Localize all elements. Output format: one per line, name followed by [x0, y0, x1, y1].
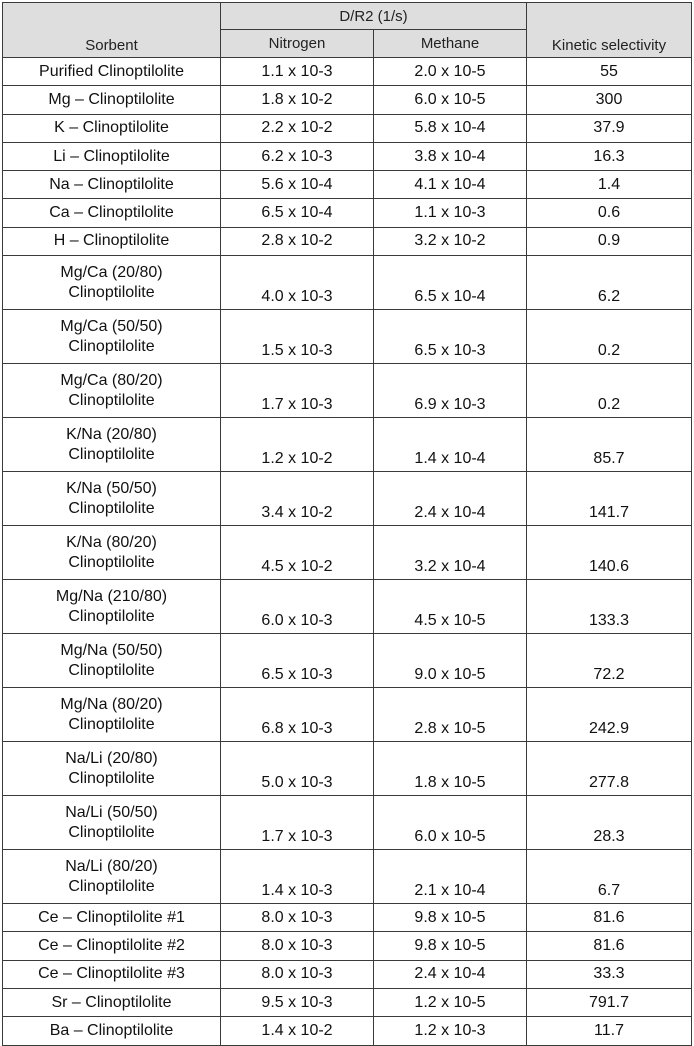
- sorbent-name-line: Clinoptilolite: [68, 715, 155, 733]
- nitrogen-cell: 6.5 x 10-4: [221, 199, 374, 227]
- sorbent-cell: [3, 932, 221, 960]
- sorbent-name-line: Purified Clinoptilolite: [39, 62, 184, 80]
- sorbent-name-line: Clinoptilolite: [68, 283, 155, 301]
- sorbent-name-line: Na/Li (50/50): [65, 803, 158, 821]
- table-row: [3, 142, 692, 170]
- sorbent-name-line: Ca – Clinoptilolite: [49, 204, 174, 222]
- methane-cell: 1.2 x 10-5: [374, 988, 527, 1016]
- sorbent-cell: [3, 86, 221, 114]
- table-row: [3, 850, 692, 904]
- methane-cell: 3.2 x 10-4: [374, 526, 527, 580]
- kinetic-selectivity-cell: 81.6: [527, 932, 692, 960]
- methane-cell: 2.8 x 10-5: [374, 688, 527, 742]
- sorbent-cell: [3, 988, 221, 1016]
- header-methane: Methane: [374, 30, 527, 58]
- methane-cell: 4.5 x 10-5: [374, 580, 527, 634]
- table-row: [3, 199, 692, 227]
- sorbent-name-line: Clinoptilolite: [68, 769, 155, 787]
- header-kinetic-selectivity: Kinetic selectivity: [527, 3, 692, 58]
- sorbent-cell: [3, 171, 221, 199]
- sorbent-name-line: Na/Li (80/20): [65, 857, 158, 875]
- kinetic-selectivity-cell: 0.6: [527, 199, 692, 227]
- nitrogen-cell: 3.4 x 10-2: [221, 472, 374, 526]
- kinetic-selectivity-cell: 28.3: [527, 796, 692, 850]
- sorbent-name-line: Clinoptilolite: [68, 391, 155, 409]
- nitrogen-cell: 4.0 x 10-3: [221, 256, 374, 310]
- nitrogen-cell: 2.8 x 10-2: [221, 227, 374, 255]
- table-row: [3, 58, 692, 86]
- table-row: [3, 688, 692, 742]
- sorbent-name-line: Clinoptilolite: [68, 499, 155, 517]
- sorbent-name-line: Clinoptilolite: [68, 553, 155, 571]
- nitrogen-cell: 1.4 x 10-3: [221, 850, 374, 904]
- header-sorbent: Sorbent: [3, 3, 221, 58]
- kinetic-selectivity-cell: 85.7: [527, 418, 692, 472]
- sorbent-name-line: Clinoptilolite: [68, 823, 155, 841]
- table-row: [3, 364, 692, 418]
- methane-cell: 9.0 x 10-5: [374, 634, 527, 688]
- nitrogen-cell: 6.8 x 10-3: [221, 688, 374, 742]
- table-row: [3, 256, 692, 310]
- nitrogen-cell: 1.1 x 10-3: [221, 58, 374, 86]
- methane-cell: 6.0 x 10-5: [374, 86, 527, 114]
- table-row: [3, 227, 692, 255]
- sorbent-name-line: Mg/Ca (80/20): [60, 371, 163, 389]
- methane-cell: 3.8 x 10-4: [374, 142, 527, 170]
- table-row: [3, 310, 692, 364]
- methane-cell: 1.4 x 10-4: [374, 418, 527, 472]
- sorbent-cell: [3, 472, 221, 526]
- sorbent-name-line: Clinoptilolite: [68, 877, 155, 895]
- sorbent-cell: [3, 1017, 221, 1045]
- table-row: [3, 634, 692, 688]
- methane-cell: 6.5 x 10-3: [374, 310, 527, 364]
- table-row: [3, 580, 692, 634]
- kinetic-selectivity-cell: 81.6: [527, 904, 692, 932]
- sorbent-name-line: Mg/Ca (50/50): [60, 317, 163, 335]
- kinetic-selectivity-cell: 1.4: [527, 171, 692, 199]
- sorbent-name-line: Ce – Clinoptilolite #1: [38, 908, 185, 926]
- sorbent-name-line: K/Na (80/20): [66, 533, 157, 551]
- sorbent-cell: [3, 850, 221, 904]
- kinetic-selectivity-cell: 72.2: [527, 634, 692, 688]
- sorbent-name-line: Clinoptilolite: [68, 337, 155, 355]
- table-row: [3, 960, 692, 988]
- kinetic-selectivity-cell: 37.9: [527, 114, 692, 142]
- methane-cell: 6.0 x 10-5: [374, 796, 527, 850]
- table-row: [3, 472, 692, 526]
- sorbent-cell: [3, 142, 221, 170]
- nitrogen-cell: 5.0 x 10-3: [221, 742, 374, 796]
- table-row: [3, 114, 692, 142]
- nitrogen-cell: 6.2 x 10-3: [221, 142, 374, 170]
- sorbent-cell: [3, 688, 221, 742]
- methane-cell: 2.1 x 10-4: [374, 850, 527, 904]
- sorbent-table: [2, 2, 692, 1046]
- table-row: [3, 86, 692, 114]
- nitrogen-cell: 5.6 x 10-4: [221, 171, 374, 199]
- methane-cell: 4.1 x 10-4: [374, 171, 527, 199]
- sorbent-name-line: Clinoptilolite: [68, 661, 155, 679]
- methane-cell: 2.4 x 10-4: [374, 472, 527, 526]
- sorbent-name-line: Mg/Na (210/80): [55, 587, 168, 605]
- nitrogen-cell: 8.0 x 10-3: [221, 904, 374, 932]
- table-row: [3, 526, 692, 580]
- nitrogen-cell: 1.8 x 10-2: [221, 86, 374, 114]
- sorbent-name-line: H – Clinoptilolite: [53, 232, 170, 250]
- table-row: [3, 796, 692, 850]
- kinetic-selectivity-cell: 6.7: [527, 850, 692, 904]
- header-group-dr2: D/R2 (1/s): [221, 3, 527, 30]
- kinetic-selectivity-cell: 0.2: [527, 364, 692, 418]
- nitrogen-cell: 1.7 x 10-3: [221, 364, 374, 418]
- nitrogen-cell: 8.0 x 10-3: [221, 932, 374, 960]
- sorbent-name-line: Na – Clinoptilolite: [49, 175, 174, 193]
- nitrogen-cell: 6.0 x 10-3: [221, 580, 374, 634]
- kinetic-selectivity-cell: 6.2: [527, 256, 692, 310]
- table-row: [3, 988, 692, 1016]
- sorbent-cell: [3, 114, 221, 142]
- sorbent-cell: [3, 256, 221, 310]
- methane-cell: 2.0 x 10-5: [374, 58, 527, 86]
- sorbent-name-line: Na/Li (20/80): [65, 749, 158, 767]
- sorbent-cell: [3, 227, 221, 255]
- methane-cell: 2.4 x 10-4: [374, 960, 527, 988]
- sorbent-cell: [3, 960, 221, 988]
- methane-cell: 5.8 x 10-4: [374, 114, 527, 142]
- kinetic-selectivity-cell: 0.9: [527, 227, 692, 255]
- sorbent-cell: [3, 742, 221, 796]
- kinetic-selectivity-cell: 140.6: [527, 526, 692, 580]
- table-body: [3, 58, 692, 1046]
- table-row: [3, 418, 692, 472]
- methane-cell: 3.2 x 10-2: [374, 227, 527, 255]
- sorbent-cell: [3, 580, 221, 634]
- methane-cell: 1.2 x 10-3: [374, 1017, 527, 1045]
- kinetic-selectivity-cell: 141.7: [527, 472, 692, 526]
- kinetic-selectivity-cell: 242.9: [527, 688, 692, 742]
- sorbent-name-line: Mg – Clinoptilolite: [48, 90, 175, 108]
- nitrogen-cell: 4.5 x 10-2: [221, 526, 374, 580]
- nitrogen-cell: 2.2 x 10-2: [221, 114, 374, 142]
- sorbent-cell: [3, 199, 221, 227]
- sorbent-name-line: Ce – Clinoptilolite #3: [38, 965, 185, 983]
- sorbent-name-line: K/Na (20/80): [66, 425, 157, 443]
- table-row: [3, 171, 692, 199]
- sorbent-name-line: Clinoptilolite: [68, 607, 155, 625]
- sorbent-cell: [3, 58, 221, 86]
- nitrogen-cell: 9.5 x 10-3: [221, 988, 374, 1016]
- sorbent-cell: [3, 904, 221, 932]
- sorbent-name-line: K/Na (50/50): [66, 479, 157, 497]
- kinetic-selectivity-cell: 11.7: [527, 1017, 692, 1045]
- methane-cell: 1.8 x 10-5: [374, 742, 527, 796]
- table-row: [3, 904, 692, 932]
- sorbent-cell: [3, 364, 221, 418]
- sorbent-cell: [3, 796, 221, 850]
- nitrogen-cell: 6.5 x 10-3: [221, 634, 374, 688]
- header-row-top: [3, 3, 692, 30]
- sorbent-name-line: Clinoptilolite: [68, 445, 155, 463]
- nitrogen-cell: 1.4 x 10-2: [221, 1017, 374, 1045]
- table-row: [3, 932, 692, 960]
- kinetic-selectivity-cell: 300: [527, 86, 692, 114]
- methane-cell: 1.1 x 10-3: [374, 199, 527, 227]
- sorbent-name-line: Sr – Clinoptilolite: [51, 993, 172, 1011]
- nitrogen-cell: 1.2 x 10-2: [221, 418, 374, 472]
- nitrogen-cell: 1.7 x 10-3: [221, 796, 374, 850]
- kinetic-selectivity-cell: 55: [527, 58, 692, 86]
- kinetic-selectivity-cell: 16.3: [527, 142, 692, 170]
- sorbent-cell: [3, 526, 221, 580]
- nitrogen-cell: 1.5 x 10-3: [221, 310, 374, 364]
- methane-cell: 9.8 x 10-5: [374, 932, 527, 960]
- sorbent-cell: [3, 418, 221, 472]
- methane-cell: 6.5 x 10-4: [374, 256, 527, 310]
- sorbent-name-line: Li – Clinoptilolite: [53, 147, 170, 165]
- table-header: [3, 3, 692, 58]
- kinetic-selectivity-cell: 277.8: [527, 742, 692, 796]
- kinetic-selectivity-cell: 0.2: [527, 310, 692, 364]
- sorbent-cell: [3, 310, 221, 364]
- kinetic-selectivity-cell: 133.3: [527, 580, 692, 634]
- sorbent-name-line: Mg/Ca (20/80): [60, 263, 163, 281]
- kinetic-selectivity-cell: 791.7: [527, 988, 692, 1016]
- sorbent-name-line: K – Clinoptilolite: [54, 119, 169, 137]
- nitrogen-cell: 8.0 x 10-3: [221, 960, 374, 988]
- sorbent-name-line: Ce – Clinoptilolite #2: [38, 937, 185, 955]
- sorbent-name-line: Mg/Na (50/50): [60, 641, 163, 659]
- kinetic-selectivity-cell: 33.3: [527, 960, 692, 988]
- sorbent-name-line: Ba – Clinoptilolite: [49, 1021, 174, 1039]
- sorbent-name-line: Mg/Na (80/20): [60, 695, 163, 713]
- table-row: [3, 1017, 692, 1045]
- methane-cell: 6.9 x 10-3: [374, 364, 527, 418]
- methane-cell: 9.8 x 10-5: [374, 904, 527, 932]
- table-row: [3, 742, 692, 796]
- sorbent-cell: [3, 634, 221, 688]
- header-nitrogen: Nitrogen: [221, 30, 374, 58]
